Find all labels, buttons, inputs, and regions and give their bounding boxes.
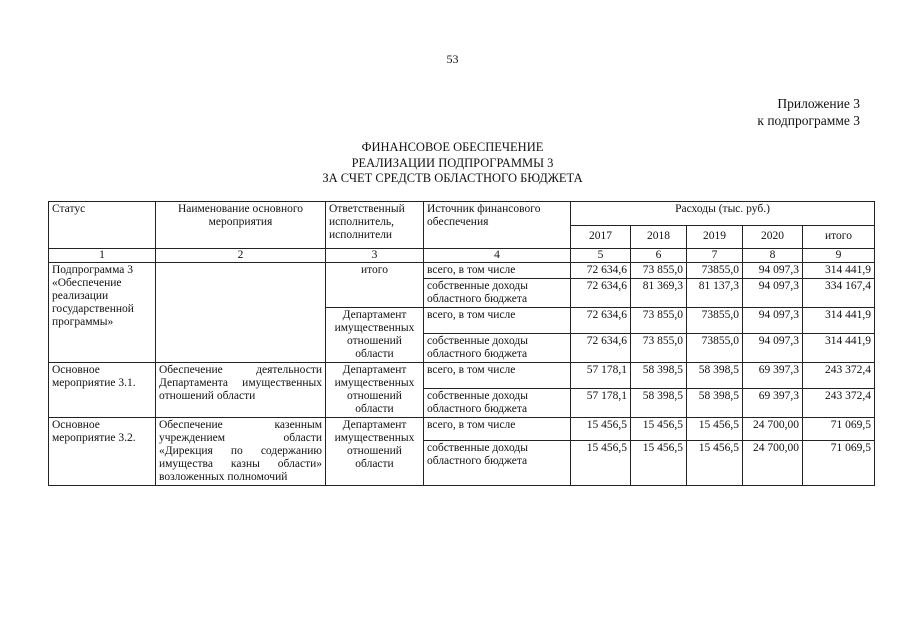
value-cell: 24 700,00 — [743, 418, 803, 441]
source-cell: собственные доходы областного бюджета — [424, 389, 571, 418]
value-cell: 15 456,5 — [571, 441, 631, 486]
total-cell: 71 069,5 — [803, 418, 875, 441]
column-number: 4 — [424, 249, 571, 263]
subprogram-section — [49, 263, 875, 363]
source-cell: всего, в том числе — [424, 308, 571, 334]
value-cell: 73 855,0 — [631, 308, 687, 334]
value-cell: 72 634,6 — [571, 308, 631, 334]
total-cell: 314 441,9 — [803, 308, 875, 334]
value-cell: 15 456,5 — [631, 418, 687, 441]
status-cell: Основное мероприятие 3.2. — [49, 418, 156, 486]
source-cell: всего, в том числе — [424, 363, 571, 389]
total-cell: 334 167,4 — [803, 279, 875, 308]
document-title — [0, 140, 905, 187]
total-cell: 71 069,5 — [803, 441, 875, 486]
status-cell: Подпрограмма 3 «Обеспечение реализации государственной программы» — [49, 263, 156, 363]
column-number: 3 — [326, 249, 424, 263]
value-cell: 94 097,3 — [743, 263, 803, 279]
value-cell: 58 398,5 — [687, 363, 743, 389]
value-cell: 73855,0 — [687, 308, 743, 334]
value-cell: 24 700,00 — [743, 441, 803, 486]
source-cell: всего, в том числе — [424, 418, 571, 441]
header-status: Статус — [49, 202, 156, 249]
activity-section — [49, 363, 875, 418]
value-cell: 72 634,6 — [571, 279, 631, 308]
appendix-line-1: Приложение 3 — [777, 96, 860, 111]
activity-section — [49, 418, 875, 486]
title-line-3: ЗА СЧЕТ СРЕДСТВ ОБЛАСТНОГО БЮДЖЕТА — [322, 171, 583, 185]
column-number: 7 — [687, 249, 743, 263]
header-expenses: Расходы (тыс. руб.) — [571, 202, 875, 226]
header-total: итого — [803, 225, 875, 249]
table-header — [49, 202, 875, 263]
activity-name-cell: Обеспечение деятельности Департамента имущественных отношений области — [156, 363, 326, 418]
title-line-2: РЕАЛИЗАЦИИ ПОДПРОГРАММЫ 3 — [351, 155, 554, 170]
value-cell: 58 398,5 — [687, 389, 743, 418]
value-cell: 57 178,1 — [571, 389, 631, 418]
table-row — [49, 363, 875, 389]
value-cell: 94 097,3 — [743, 279, 803, 308]
value-cell: 69 397,3 — [743, 389, 803, 418]
activity-name-cell: Обеспечение казенным учреждением области «Дирекция по содержанию имущества казны области» возложенных полномочий — [156, 418, 326, 486]
header-responsible: Ответственный исполнитель, исполнители — [326, 202, 424, 249]
header-year: 2018 — [631, 225, 687, 249]
value-cell: 73855,0 — [687, 263, 743, 279]
value-cell: 73 855,0 — [631, 334, 687, 363]
value-cell: 94 097,3 — [743, 308, 803, 334]
total-cell: 314 441,9 — [803, 334, 875, 363]
value-cell: 72 634,6 — [571, 334, 631, 363]
header-year: 2017 — [571, 225, 631, 249]
page-number: 53 — [446, 52, 459, 66]
responsible-cell: Департамент имущественных отношений области — [326, 418, 424, 486]
responsible-cell: Департамент имущественных отношений области — [326, 363, 424, 418]
value-cell: 58 398,5 — [631, 363, 687, 389]
column-number: 2 — [156, 249, 326, 263]
total-cell: 243 372,4 — [803, 389, 875, 418]
value-cell: 15 456,5 — [687, 418, 743, 441]
table-row — [49, 263, 875, 279]
value-cell: 73 855,0 — [631, 263, 687, 279]
value-cell: 58 398,5 — [631, 389, 687, 418]
total-cell: 243 372,4 — [803, 363, 875, 389]
appendix-line-2: к подпрограмме 3 — [757, 113, 860, 128]
value-cell: 94 097,3 — [743, 334, 803, 363]
source-cell: собственные доходы областного бюджета — [424, 279, 571, 308]
value-cell: 81 369,3 — [631, 279, 687, 308]
header-year: 2020 — [743, 225, 803, 249]
responsible-cell: итого — [326, 263, 424, 308]
header-name: Наименование основного мероприятия — [156, 202, 326, 249]
budget-table — [48, 201, 875, 486]
value-cell: 73855,0 — [687, 334, 743, 363]
header-source: Источник финансового обеспечения — [424, 202, 571, 249]
value-cell: 15 456,5 — [571, 418, 631, 441]
column-number-row — [49, 249, 875, 263]
value-cell: 15 456,5 — [687, 441, 743, 486]
column-number: 8 — [743, 249, 803, 263]
value-cell: 69 397,3 — [743, 363, 803, 389]
source-cell: собственные доходы областного бюджета — [424, 441, 571, 486]
appendix-note — [757, 95, 860, 129]
column-number: 9 — [803, 249, 875, 263]
status-cell: Основное мероприятие 3.1. — [49, 363, 156, 418]
value-cell: 57 178,1 — [571, 363, 631, 389]
source-cell: всего, в том числе — [424, 263, 571, 279]
column-number: 5 — [571, 249, 631, 263]
header-year: 2019 — [687, 225, 743, 249]
total-cell: 314 441,9 — [803, 263, 875, 279]
table-row — [49, 418, 875, 441]
column-number: 1 — [49, 249, 156, 263]
responsible-cell: Департамент имущественных отношений области — [326, 308, 424, 363]
title-line-1: ФИНАНСОВОЕ ОБЕСПЕЧЕНИЕ — [361, 140, 544, 154]
column-number: 6 — [631, 249, 687, 263]
value-cell: 15 456,5 — [631, 441, 687, 486]
value-cell: 81 137,3 — [687, 279, 743, 308]
activity-name-cell — [156, 263, 326, 363]
value-cell: 72 634,6 — [571, 263, 631, 279]
source-cell: собственные доходы областного бюджета — [424, 334, 571, 363]
